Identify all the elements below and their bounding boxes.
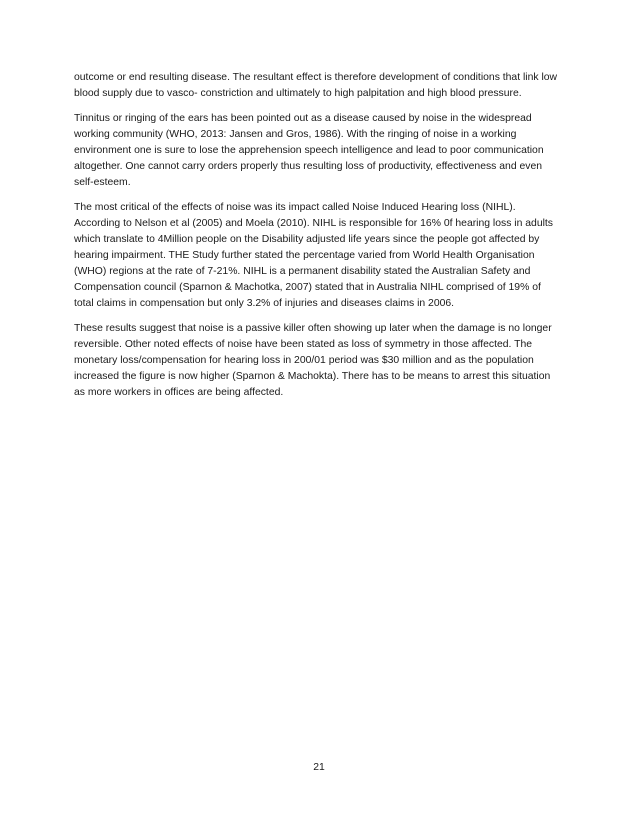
page-number: 21 xyxy=(313,762,325,773)
paragraph-3: The most critical of the effects of noise was its impact called Noise Induced Hearing loss (NIHL). According to Nelson et al (2005) and Moela (2010). NIHL is responsible for 16% 0f hearing loss in adults which translate to 4Million people on the Disability adjusted life years since the people got affected by hearing impairment. THE Study further stated the percentage varied from World Health Organisation (WHO) regions at the rate of 7-21%. NIHL is a permanent disability stated the Australian Safety and Compensation council (Sparnon & Machotka, 2007) stated that in Australia NIHL comprised of 19% of total claims in compensation but only 3.2% of injuries and diseases claims in 2006. xyxy=(74,202,553,309)
paragraph-2: Tinnitus or ringing of the ears has been pointed out as a disease caused by noise in the widespread working community (WHO, 2013: Jansen and Gros, 1986). With the ringing of noise in a working environment one is sure to lose the apprehension speech intelligence and lead to poor communication altogether. One cannot carry orders properly thus resulting loss of productivity, effectiveness and even self-esteem. xyxy=(74,113,544,188)
paragraph-1: outcome or end resulting disease. The resultant effect is therefore development of conditions that link low blood supply due to vasco- constriction and ultimately to high palpitation and high blood pressure. xyxy=(74,72,558,99)
paragraph-4: These results suggest that noise is a passive killer often showing up later when the damage is no longer reversible. Other noted effects of noise have been stated as loss of symmetry in those affected. The monetary loss/compensation for hearing loss in 200/01 period was $30 million and as the population increased the figure is now higher (Sparnon & Machokta). There has to be means to arrest this situation as more workers in offices are being affected. xyxy=(74,323,552,398)
document-body xyxy=(74,70,574,410)
